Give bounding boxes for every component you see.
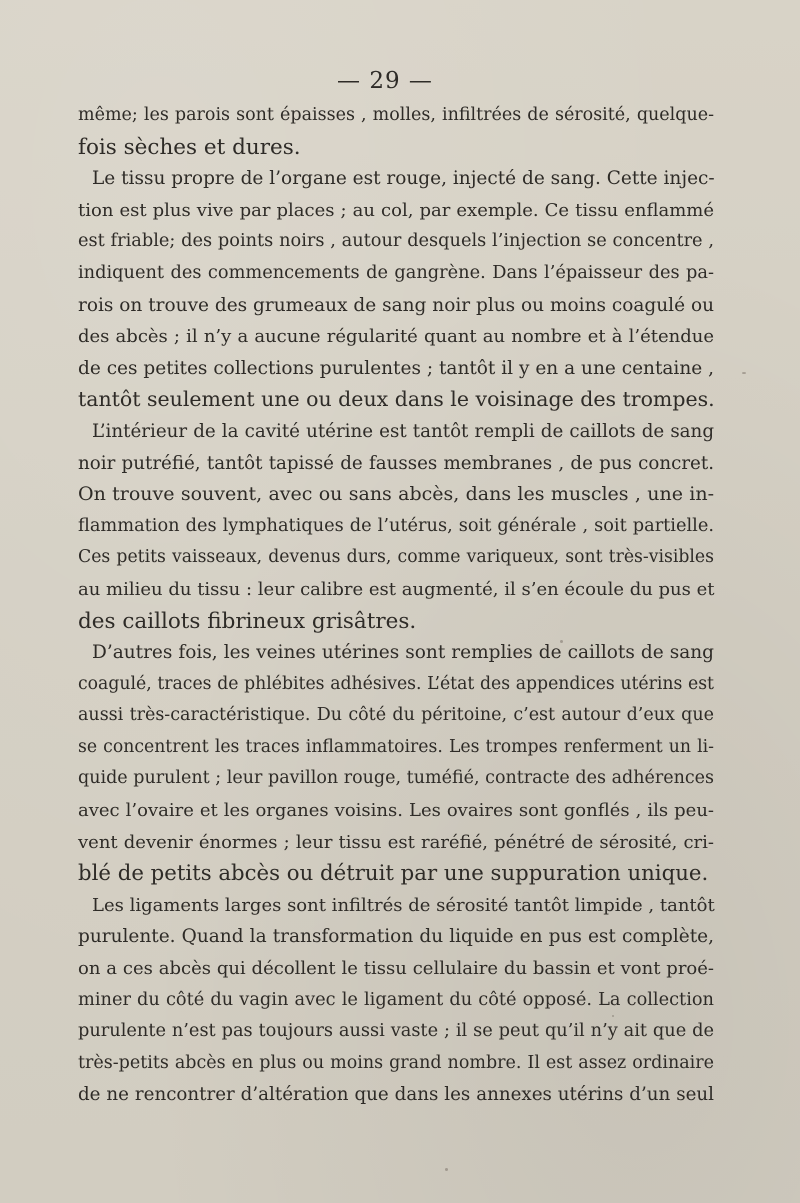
text-line: On trouve souvent, avec ou sans abcès, dans les muscles , une in- xyxy=(78,483,714,506)
text-line: Le tissu propre de l’organe est rouge, injecté de sang. Cette injec- xyxy=(92,168,715,190)
text-line: Ces petits vaisseaux, devenus durs, comme variqueux, sont très-visibles xyxy=(78,547,714,568)
text-line: de ces petites collections purulentes ; tantôt il y en a une centaine , xyxy=(78,357,714,379)
text-line: très-petits abcès en plus ou moins grand nombre. Il est assez ordinaire xyxy=(78,1052,714,1073)
text-line: des caillots fibrineux grisâtres. xyxy=(78,608,417,634)
text-line: Les ligaments larges sont infiltrés de sérosité tantôt limpide , tantôt xyxy=(92,894,715,916)
text-line: avec l’ovaire et les organes voisins. Les ovaires sont gonflés , ils peu- xyxy=(78,800,714,822)
paper-speck xyxy=(742,372,746,374)
text-line: est friable; des points noirs , autour desquels l’injection se concentre , xyxy=(78,231,714,252)
text-line: purulente. Quand la transformation du liquide en pus est complète, xyxy=(78,926,714,948)
text-line: D’autres fois, les veines utérines sont remplies de caillots de sang xyxy=(92,642,714,664)
text-line: L’intérieur de la cavité utérine est tantôt rempli de caillots de sang xyxy=(92,420,714,442)
text-line: coagulé, traces de phlébites adhésives. L’état des appendices utérins est xyxy=(78,673,714,694)
page-number: — 29 — xyxy=(337,68,433,94)
text-line: purulente n’est pas toujours aussi vaste ; il se peut qu’il n’y ait que de xyxy=(78,1021,714,1042)
text-line: blé de petits abcès ou détruit par une suppuration unique. xyxy=(78,861,709,887)
paper-speck xyxy=(560,640,563,643)
text-line: indiquent des commencements de gangrène. Dans l’épaisseur des pa- xyxy=(78,262,714,283)
paper-speck xyxy=(445,1168,448,1171)
text-line: aussi très-caractéristique. Du côté du péritoine, c’est autour d’eux que xyxy=(78,705,714,726)
text-line: quide purulent ; leur pavillon rouge, tuméfié, contracte des adhérences xyxy=(78,768,714,789)
text-line: miner du côté du vagin avec le ligament du côté opposé. La collection xyxy=(78,989,714,1010)
text-line: tantôt seulement une ou deux dans le voisinage des trompes. xyxy=(78,387,715,412)
text-line: de ne rencontrer d’altération que dans les annexes utérins d’un seul xyxy=(78,1084,714,1106)
text-line: des abcès ; il n’y a aucune régularité quant au nombre et à l’étendue xyxy=(78,326,714,348)
text-line: au milieu du tissu : leur calibre est augmenté, il s’en écoule du pus et xyxy=(78,578,715,600)
text-line: se concentrent les traces inflammatoires. Les trompes renferment un li- xyxy=(78,736,714,757)
text-line: même; les parois sont épaisses , molles, infiltrées de sérosité, quelque- xyxy=(78,105,714,125)
text-line: on a ces abcès qui décollent le tissu cellulaire du bassin et vont proé- xyxy=(78,958,714,980)
text-line: flammation des lymphatiques de l’utérus, soit générale , soit partielle. xyxy=(78,515,714,536)
text-line: fois sèches et dures. xyxy=(78,134,301,160)
body-text xyxy=(78,100,714,1111)
paper-speck xyxy=(612,1015,614,1017)
text-line: noir putréfié, tantôt tapissé de fausses membranes , de pus concret. xyxy=(78,452,714,474)
text-line: rois on trouve des grumeaux de sang noir plus ou moins coagulé ou xyxy=(78,294,714,316)
text-line: tion est plus vive par places ; au col, par exemple. Ce tissu enflammé xyxy=(78,199,714,221)
paper-speck xyxy=(540,1092,542,1094)
text-line: vent devenir énormes ; leur tissu est raréfié, pénétré de sérosité, cri- xyxy=(78,831,714,853)
